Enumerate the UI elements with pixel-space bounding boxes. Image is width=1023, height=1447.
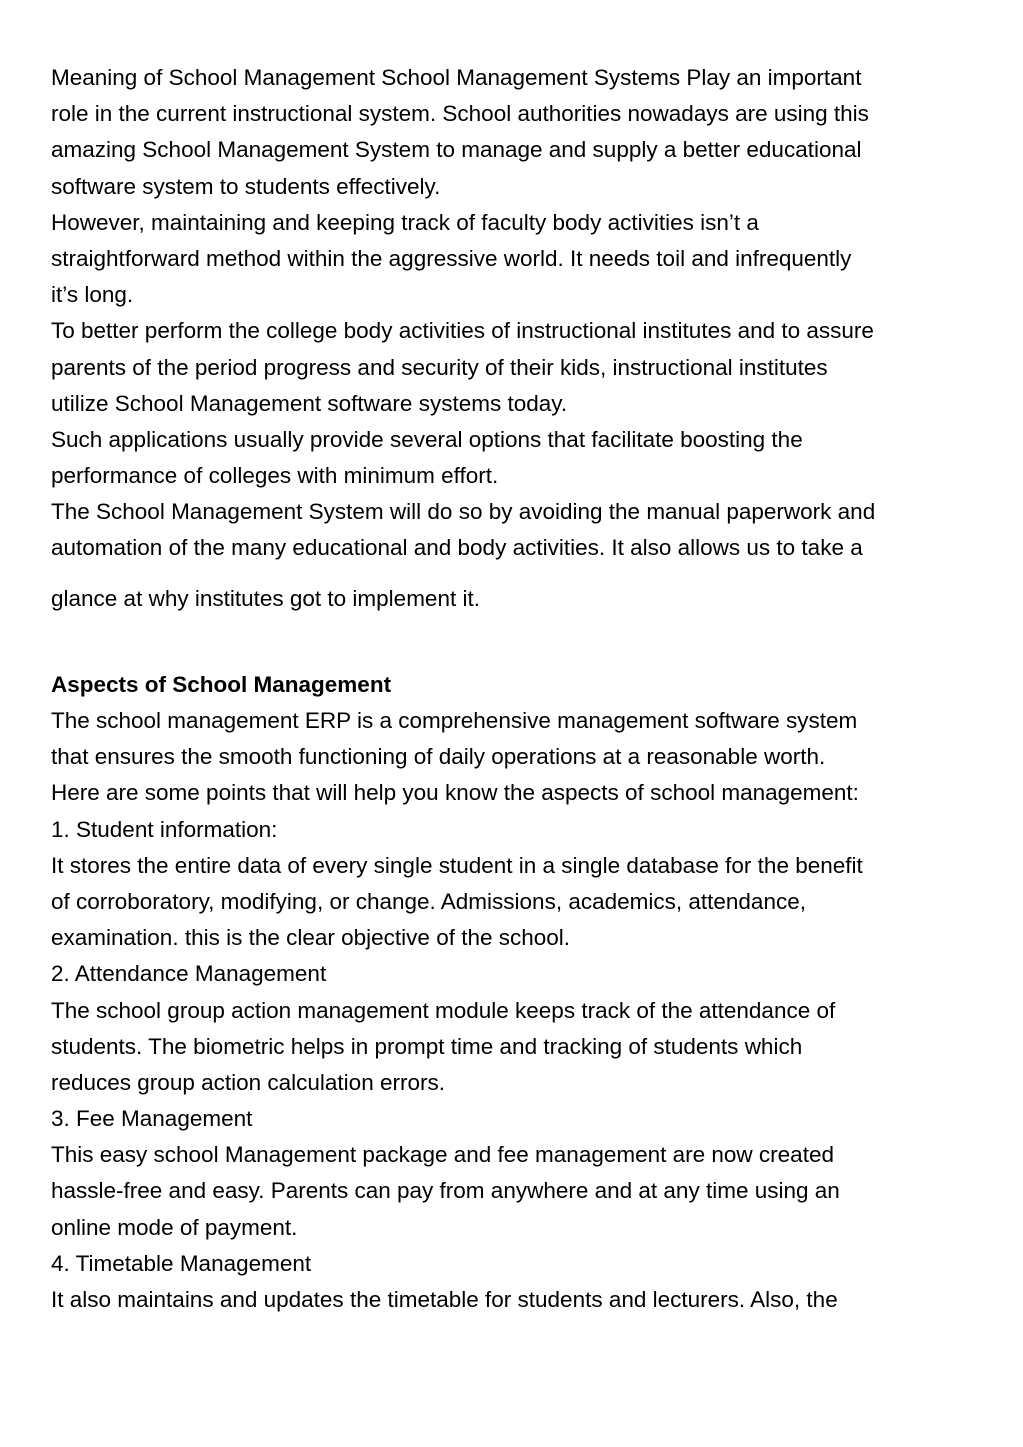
section-heading: Aspects of School Management [51,671,392,697]
text-line: It stores the entire data of every single student in a single database for the benefit [51,852,863,878]
text-line: automation of the many educational and body activities. It also allows us to take a [51,535,863,561]
text-line: utilize School Management software systems today. [51,390,568,416]
aspects-paragraphs [51,703,996,1318]
text-line: However, maintaining and keeping track of faculty body activities isn’t a [51,209,759,235]
text-line: Meaning of School Management School Management Systems Play an important [51,65,862,90]
text-line: 3. Fee Management [51,1106,253,1132]
text-line: The school group action management module keeps track of the attendance of [51,997,836,1023]
spacer [51,617,996,667]
document-page [51,60,996,1318]
text-line: software system to students effectively. [51,173,441,199]
text-line: of corroboratory, modifying, or change. Admissions, academics, attendance, [51,888,806,914]
text-line: students. The biometric helps in prompt time and tracking of students which [51,1033,803,1059]
text-line: It also maintains and updates the timetable for students and lecturers. Also, the [51,1287,838,1312]
text-line: 4. Timetable Management [51,1250,312,1276]
text-line: straightforward method within the aggressive world. It needs toil and infrequently [51,245,852,271]
text-line: 1. Student information: [51,816,278,842]
spacer [51,567,996,581]
text-line: examination. this is the clear objective of the school. [51,925,571,951]
text-line: The school management ERP is a comprehensive management software system [51,708,858,733]
text-line: reduces group action calculation errors. [51,1069,445,1095]
intro-paragraphs [51,60,996,567]
text-line: amazing School Management System to manage and supply a better educational [51,137,862,163]
text-line: role in the current instructional system. School authorities nowadays are using this [51,101,869,127]
text-line: it’s long. [51,282,134,308]
text-line: The School Management System will do so by avoiding the manual paperwork and [51,499,876,525]
text-line: Here are some points that will help you know the aspects of school management: [51,780,859,806]
text-line: This easy school Management package and fee management are now created [51,1142,834,1168]
text-line: To better perform the college body activities of instructional institutes and to assure [51,318,874,344]
text-line: parents of the period progress and security of their kids, instructional institutes [51,354,828,380]
text-line: Such applications usually provide several options that facilitate boosting the [51,426,803,452]
text-line: online mode of payment. [51,1214,298,1240]
text-line: hassle-free and easy. Parents can pay from anywhere and at any time using an [51,1178,840,1204]
text-line: performance of colleges with minimum effort. [51,463,499,489]
text-line: that ensures the smooth functioning of daily operations at a reasonable worth. [51,744,826,770]
intro-closing-line: glance at why institutes got to implement it. [51,585,480,611]
text-line: 2. Attendance Management [51,961,327,987]
